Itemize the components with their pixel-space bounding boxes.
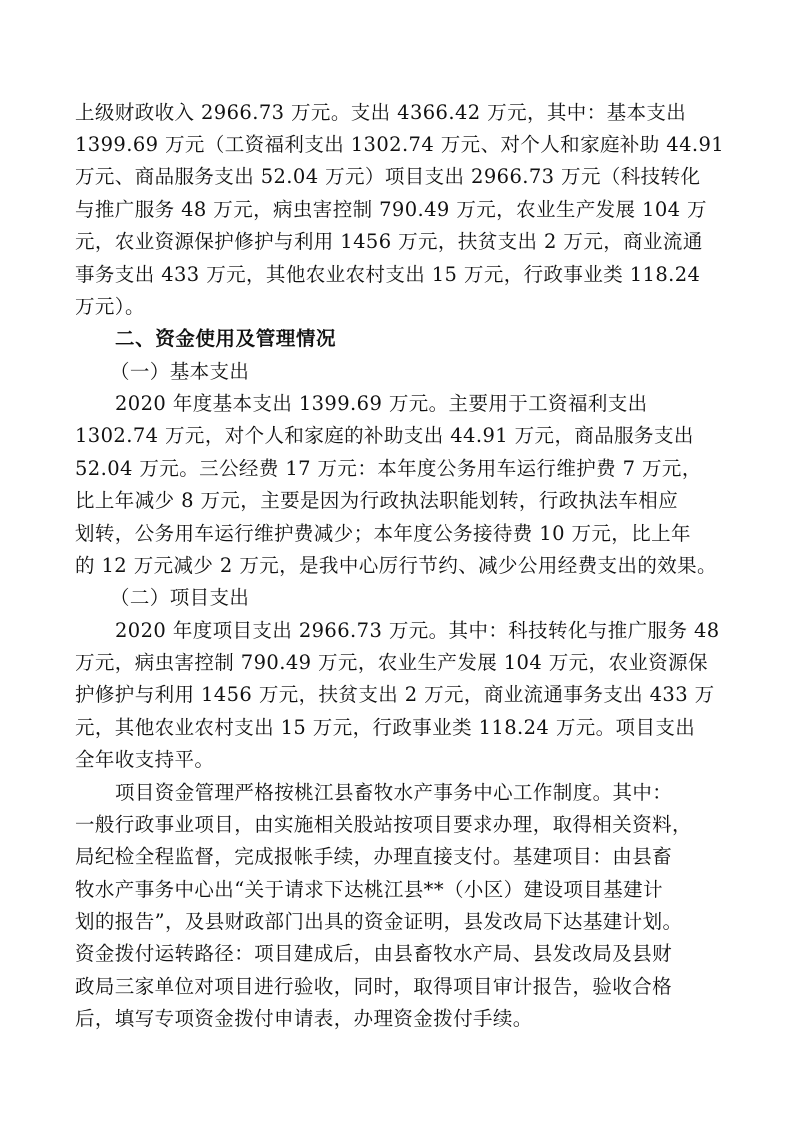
paragraph-line: 比上年减少 8 万元，主要是因为行政执法职能划转，行政执法车相应 — [75, 489, 679, 512]
paragraph-line: 元，农业资源保护修护与利用 1456 万元，扶贫支出 2 万元，商业流通 — [75, 230, 703, 253]
paragraph-line: 万元、商品服务支出 52.04 万元）项目支出 2966.73 万元（科技转化 — [75, 165, 701, 188]
paragraph-line: 的 12 万元减少 2 万元，是我中心厉行节约、减少公用经费支出的效果。 — [75, 554, 717, 577]
subsection-heading: （二）项目支出 — [110, 586, 250, 609]
paragraph-line: 全年收支持平。 — [75, 748, 215, 771]
paragraph-line: 2020 年度项目支出 2966.73 万元。其中：科技转化与推广服务 48 — [115, 619, 720, 642]
paragraph-line: 事务支出 433 万元，其他农业农村支出 15 万元，行政事业类 118.24 — [75, 263, 701, 286]
paragraph-line: 资金拨付运转路径：项目建成后，由县畜牧水产局、县发改局及县财 — [75, 942, 673, 965]
paragraph-line: 与推广服务 48 万元，病虫害控制 790.49 万元，农业生产发展 104 万 — [75, 198, 707, 221]
section-heading: 二、资金使用及管理情况 — [115, 327, 337, 350]
paragraph-line: 1399.69 万元（工资福利支出 1302.74 万元、对个人和家庭补助 44.91 — [75, 133, 725, 156]
paragraph-line: 项目资金管理严格按桃江县畜牧水产事务中心工作制度。其中： — [115, 781, 673, 804]
paragraph-line: 元，其他农业农村支出 15 万元，行政事业类 118.24 万元。项目支出 — [75, 716, 696, 739]
paragraph-line: 牧水产事务中心出“关于请求下达桃江县**（小区）建设项目基建计 — [75, 878, 663, 901]
paragraph-line: 局纪检全程监督，完成报帐手续，办理直接支付。基建项目：由县畜 — [75, 845, 673, 868]
paragraph-line: 2020 年度基本支出 1399.69 万元。主要用于工资福利支出 — [115, 392, 648, 415]
paragraph-line: 52.04 万元。三公经费 17 万元：本年度公务用车运行维护费 7 万元， — [75, 457, 702, 480]
paragraph-line: 一般行政事业项目，由实施相关股站按项目要求办理，取得相关资料， — [75, 813, 692, 836]
paragraph-line: 政局三家单位对项目进行验收，同时，取得项目审计报告，验收合格 — [75, 975, 673, 998]
subsection-heading: （一）基本支出 — [110, 360, 250, 383]
paragraph-line: 划转，公务用车运行维护费减少；本年度公务接待费 10 万元，比上年 — [75, 522, 691, 545]
paragraph-line: 万元）。 — [75, 295, 145, 318]
paragraph-line: 上级财政收入 2966.73 万元。支出 4366.42 万元，其中：基本支出 — [75, 101, 687, 124]
paragraph-line: 护修护与利用 1456 万元，扶贫支出 2 万元，商业流通事务支出 433 万 — [75, 683, 715, 706]
paragraph-line: 后，填写专项资金拨付申请表，办理资金拨付手续。 — [75, 1007, 533, 1030]
paragraph-line: 1302.74 万元，对个人和家庭的补助支出 44.91 万元，商品服务支出 — [75, 424, 694, 447]
paragraph-line: 划的报告”，及县财政部门出具的资金证明，县发改局下达基建计划。 — [75, 910, 683, 933]
paragraph-line: 万元，病虫害控制 790.49 万元，农业生产发展 104 万元，农业资源保 — [75, 651, 708, 674]
